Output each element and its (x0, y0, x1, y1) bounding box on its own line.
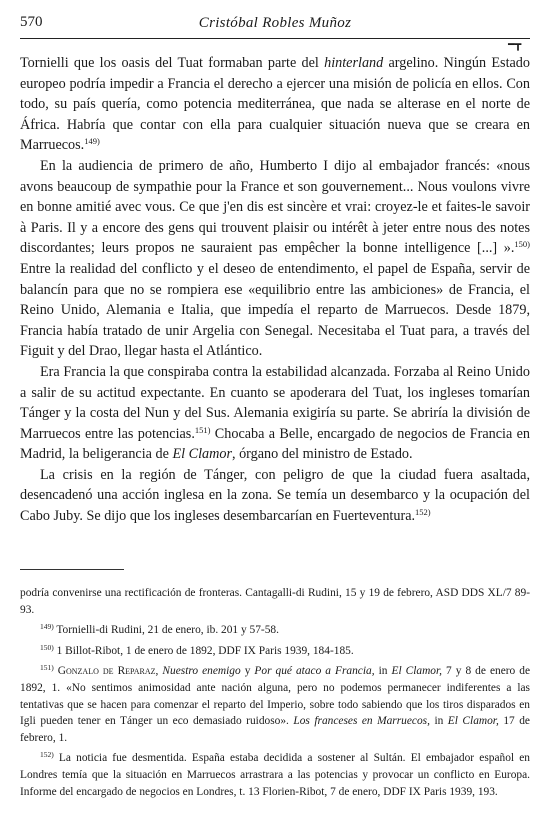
footnote-151-text-e: 17 de febrero, 1. (20, 715, 530, 744)
p3-text-c: , órgano del ministro de Estado. (231, 446, 413, 463)
footnote-149-text: Tornielli-di Rudini, 21 de enero, ib. 201 y 57-58. (53, 624, 279, 637)
paragraph-4 (20, 465, 530, 527)
running-head: Cristóbal Robles Muñoz (198, 15, 352, 31)
page-number: 570 (20, 14, 43, 30)
note-ref-151[interactable]: 151) (194, 424, 211, 435)
footnote-151-italic-c: El Clamor, (387, 665, 443, 678)
footnote-150 (20, 643, 530, 660)
note-ref-150[interactable]: 150) (514, 239, 530, 250)
p4-text-a: La crisis en la región de Tánger, con peligro de que la ciudad fuera asaltada, desencadenó una acción inglesa en la zona. Se temía un desembarco y la ocupación del Cabo Juby. Se dijo que los ingleses desembarcarían en Fuerteventura. (20, 466, 530, 525)
note-ref-152[interactable]: 152) (415, 507, 431, 518)
footnote-151-author: Gonzalo de Reparaz, (53, 665, 159, 678)
footnote-continuation: podría convenirse una rectificación de fronteras. Cantagalli-di Rudini, 15 y 19 de febrero, ASD DDS XL/7 89-93. (20, 587, 530, 616)
footnote-151-text-c: 7 y 8 de enero de 1892, 1. «No sentimos animosidad ante nación alguna, pero no podemos permanecer indiferentes a las tentativas que se hacen para comenzar el reparto del Imperio, sobre todo sabiendo que los tiros disparados en Igli pueden tener en Tánger un eco demasiado ruidoso». (20, 665, 531, 728)
footnote-151-italic-d: Los franceses en Marruecos, (288, 715, 430, 728)
footnote-151-italic-a: Nuestro enemigo (158, 665, 241, 678)
p1-text-b: argelino. Ningún Estado europeo podría impedir a Francia el derecho a ejercer una misión de policía en ellos. Con todo, su país quería, como potencia mediterránea, que nada se alterase en el norte de África. Habría que contar con ella para cualquier situación nueva que se creara en Marruecos. (20, 55, 530, 154)
footnote-151-text-b: in (374, 665, 388, 678)
footnote-152 (20, 750, 530, 800)
footnote-152-text: La noticia fue desmentida. España estaba decidida a sostener al Sultán. El embajador español en Londres temía que la situación en Marruecos arrastrara a las potencias y provocar un conflicto en Europa. Informe del encargado de negocios en Londres, t. 13 Florien-Ribot, 7 de enero, DDF IX Paris 1939, 193. (20, 752, 530, 798)
footnote-151-italic-b: Por qué ataco a Francia, (250, 665, 375, 678)
paragraph-2 (20, 156, 530, 362)
p3-italic-el-clamor: El Clamor (172, 446, 232, 463)
footnote-num-149: 149) (40, 622, 54, 632)
footnote-num-152: 152) (40, 750, 54, 760)
footnote-151-text-d: in (429, 715, 444, 728)
main-text (20, 53, 530, 527)
p1-italic-hinterland: hinterland (324, 55, 384, 71)
footnotes (20, 585, 530, 804)
page-header (20, 14, 530, 38)
note-ref-149[interactable]: 149) (84, 136, 100, 147)
footnote-num-151: 151) (40, 663, 54, 673)
footnote-151 (20, 663, 530, 746)
p3-text-b: Chocaba a Belle, encargado de negocios de Francia en Madrid, la beligerancia de (20, 425, 531, 463)
paragraph-1 (20, 53, 530, 156)
paragraph-3 (20, 362, 530, 465)
p3-text-a: Era Francia la que conspiraba contra la estabilidad alcanzada. Forzaba al Reino Unido a salir de su actitud expectante. En cuanto se apoderara del Tuat, los ingleses tomarían Tánger y la costa del Nun y del Sus. Alemania exigiría su parte. Se abriría la división de Marruecos entre las potencias. (20, 363, 530, 442)
p2-text-a: En la audiencia de primero de año, Humberto I dijo al embajador francés: «nous avons beaucoup de sympathie pour la France et son gouvernement... Nous voulons vivre en bonne amitié avec vous. Ce que j'en dis est sincère et vrai: croyez-le et faites-le savoir à Paris. Il y a encore des gens qui trouvent plaisir ou intérêt à jeter entre nous des notes discordantes; leurs propos ne sauraient pas empêcher la bonne intelligence [...] ». (20, 157, 530, 257)
footnote-num-150: 150) (40, 642, 54, 652)
header-rule (20, 38, 530, 39)
footnote-151-text-a: y (240, 665, 251, 678)
p1-text-a: Tornielli que los oasis del Tuat formaban parte del (20, 55, 325, 71)
corner-mark: ━┳ (508, 39, 522, 51)
footnote-rule (20, 569, 124, 570)
p2-text-b: Entre la realidad del conflicto y el deseo de entendimento, el papel de España, servir de balancín para que no se rompiera ese «equilibrio entre las ambiciones» de Francia, el Reino Unido, Alemania e Italia, que impedía el reparto de Marruecos. Desde 1879, Francia había tratado de unir Argelia con Senegal. Necesitaba el Tuat para, a través del Figuit y del Drao, llegar hasta el Atlántico. (20, 260, 530, 360)
footnote-149 (20, 622, 530, 639)
footnote-150-text: 1 Billot-Ribot, 1 de enero de 1892, DDF IX Paris 1939, 184-185. (53, 644, 354, 657)
footnote-151-italic-e: El Clamor, (443, 715, 499, 728)
